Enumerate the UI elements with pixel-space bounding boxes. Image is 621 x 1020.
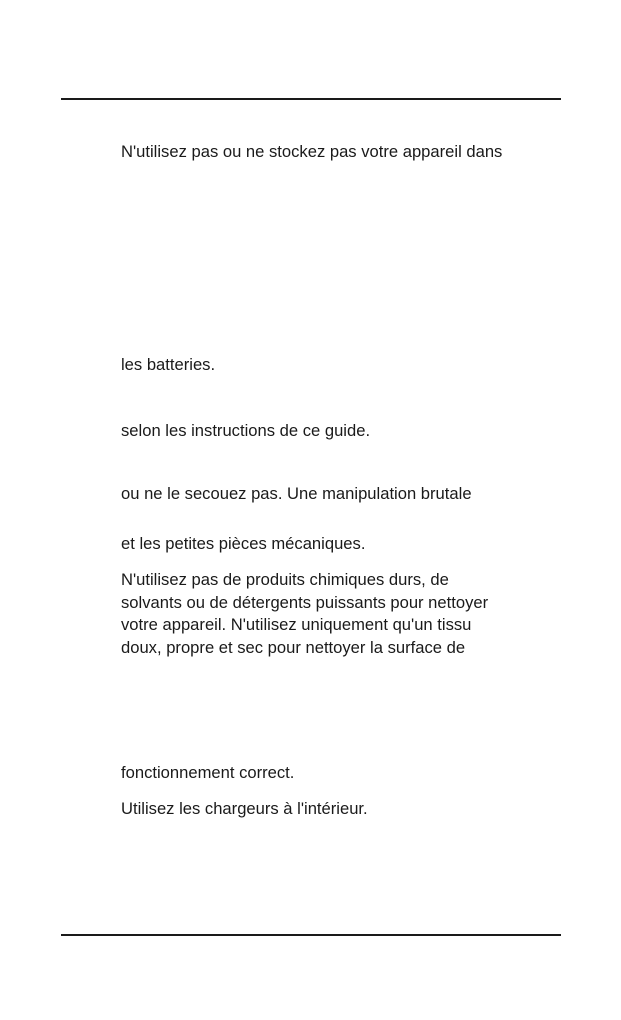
text-line-shaking: ou ne le secouez pas. Une manipulation brutale xyxy=(121,484,472,503)
paragraph-line: solvants ou de détergents puissants pour nettoyer xyxy=(121,592,489,612)
paragraph-line: votre appareil. N'utilisez uniquement qu'un tissu xyxy=(121,615,472,634)
text-line-mechanical-parts: et les petites pièces mécaniques. xyxy=(121,534,366,553)
cleaning-paragraph xyxy=(121,569,561,659)
text-line-indoor-chargers: Utilisez les chargeurs à l'intérieur. xyxy=(121,799,368,818)
text-line-storage: N'utilisez pas ou ne stockez pas votre appareil dans xyxy=(121,142,503,161)
text-line-batteries: les batteries. xyxy=(121,355,216,374)
paragraph-line: doux, propre et sec pour nettoyer la surface de xyxy=(121,637,466,657)
paragraph-line: N'utilisez pas de produits chimiques durs, de xyxy=(121,570,449,589)
text-line-correct-operation: fonctionnement correct. xyxy=(121,763,295,782)
footer-rule xyxy=(61,934,561,936)
text-line-instructions: selon les instructions de ce guide. xyxy=(121,421,371,440)
header-rule xyxy=(61,98,561,100)
